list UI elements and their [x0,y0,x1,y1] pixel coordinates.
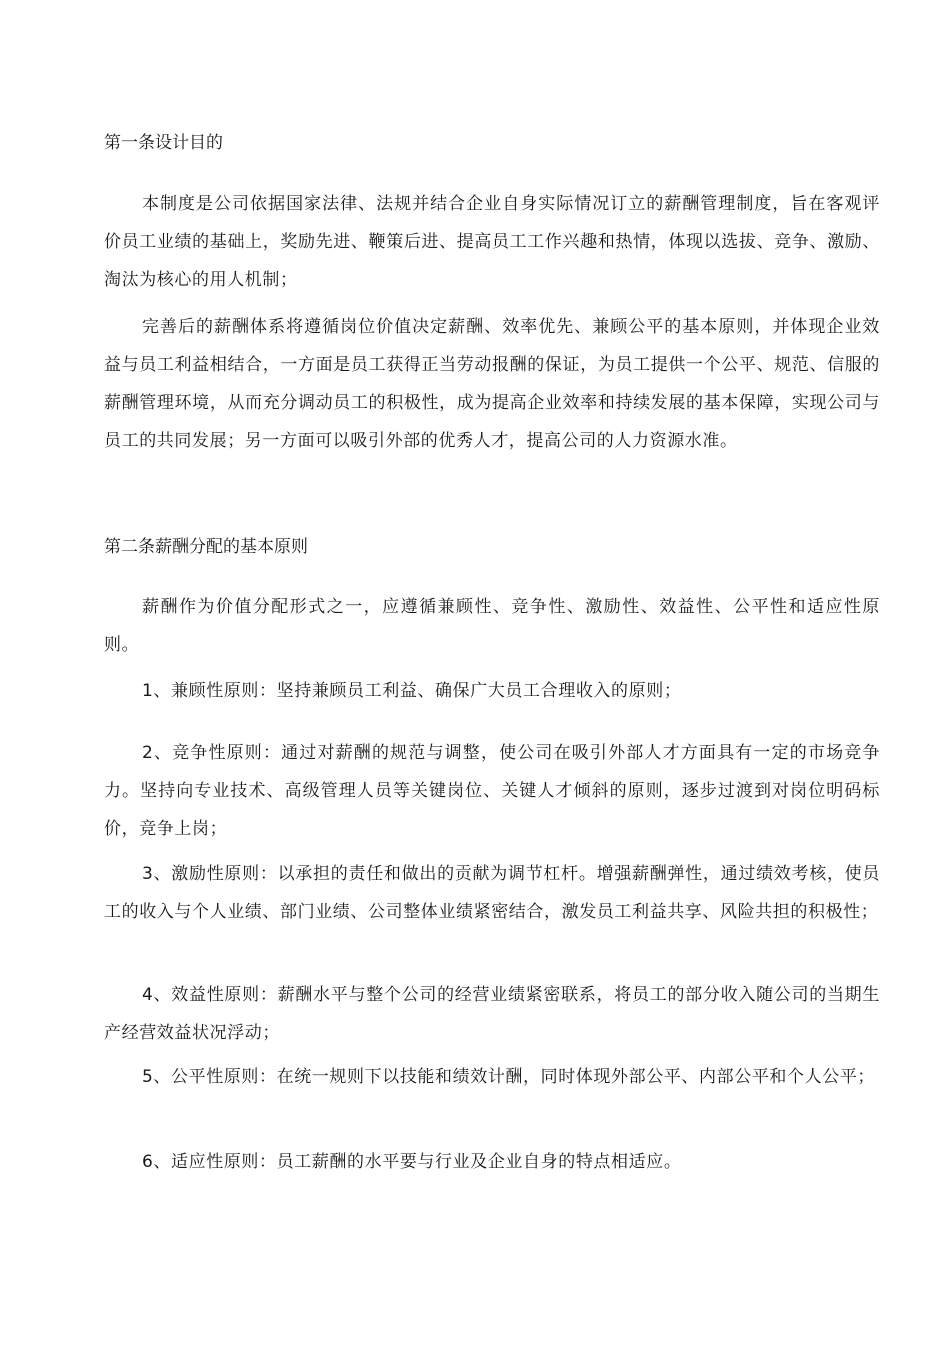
section-1-paragraph-1: 本制度是公司依据国家法律、法规并结合企业自身实际情况订立的薪酬管理制度，旨在客观评价员工业绩的基础上，奖励先进、鞭策后进、提高员工工作兴趣和热情，体现以选拔、竞争、激励、淘汰为核心的用人机制； [104,194,880,290]
principle-item-4: 4、效益性原则：薪酬水平与整个公司的经营业绩紧密联系，将员工的部分收入随公司的当期生产经营效益状况浮动； [104,985,880,1043]
principle-item-6: 6、适应性原则：员工薪酬的水平要与行业及企业自身的特点相适应。 [142,1152,682,1172]
section-1-paragraph-2: 完善后的薪酬体系将遵循岗位价值决定薪酬、效率优先、兼顾公平的基本原则，并体现企业效益与员工利益相结合，一方面是员工获得正当劳动报酬的保证，为员工提供一个公平、规范、信服的薪酬管理环境，从而充分调动员工的积极性，成为提高企业效率和持续发展的基本保障，实现公司与员工的共同发展；另一方面可以吸引外部的优秀人才，提高公司的人力资源水准。 [104,317,880,451]
section-1-heading: 第一条设计目的 [104,133,223,153]
principle-item-3: 3、激励性原则：以承担的责任和做出的贡献为调节杠杆。增强薪酬弹性，通过绩效考核，使员工的收入与个人业绩、部门业绩、公司整体业绩紧密结合，激发员工利益共享、风险共担的积极性； [104,864,880,922]
section-2-heading: 第二条薪酬分配的基本原则 [104,537,308,557]
principle-item-5: 5、公平性原则：在统一规则下以技能和绩效计酬，同时体现外部公平、内部公平和个人公平； [142,1067,876,1087]
principle-item-1: 1、兼顾性原则：坚持兼顾员工利益、确保广大员工合理收入的原则； [142,681,682,701]
principle-item-2: 2、竞争性原则：通过对薪酬的规范与调整，使公司在吸引外部人才方面具有一定的市场竞争力。坚持向专业技术、高级管理人员等关键岗位、关键人才倾斜的原则，逐步过渡到对岗位明码标价，竞争上岗； [104,743,880,839]
section-2-intro: 薪酬作为价值分配形式之一，应遵循兼顾性、竞争性、激励性、效益性、公平性和适应性原则。 [104,597,880,655]
